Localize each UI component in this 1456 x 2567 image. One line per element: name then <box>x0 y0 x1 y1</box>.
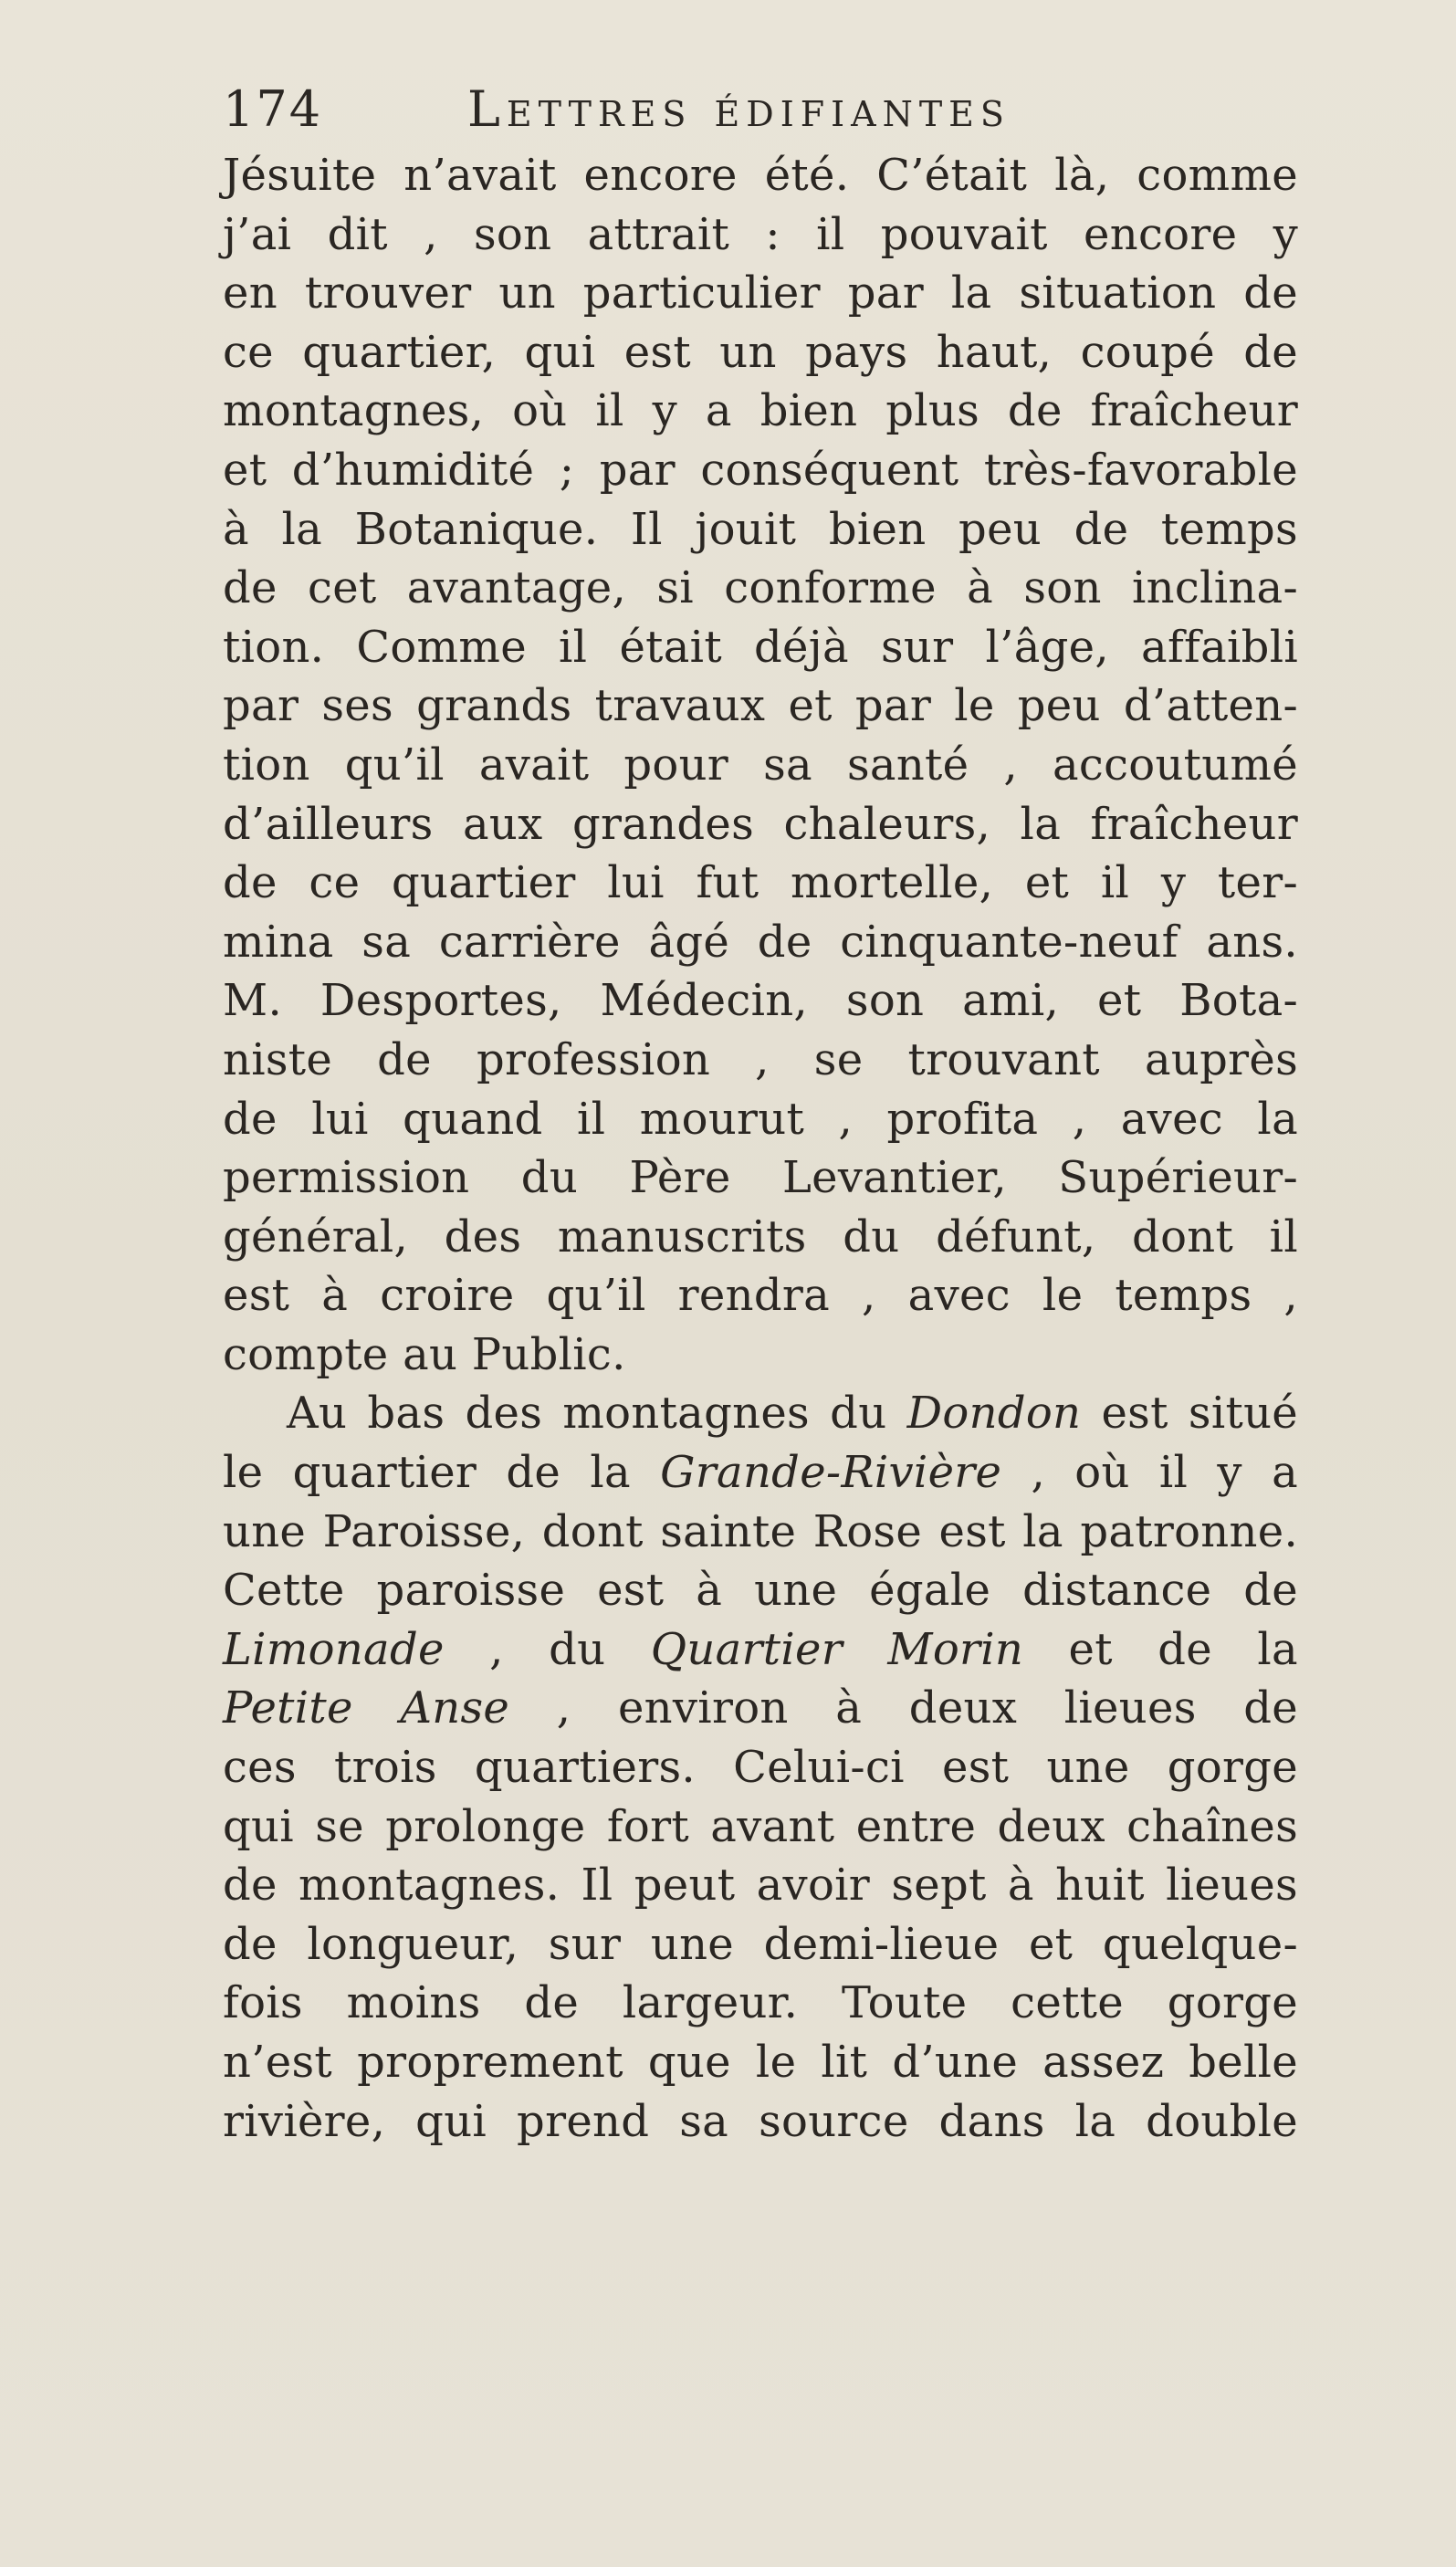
text-line <box>223 736 1298 795</box>
text-line <box>223 441 1298 500</box>
text-segment: compte au Public. <box>223 1328 626 1380</box>
text-segment: rivière, qui prend sa source dans la double <box>223 2095 1298 2147</box>
text-line-paragraph-start <box>223 1384 1298 1443</box>
text-segment: général, des manuscrits du défunt, dont il <box>223 1210 1298 1263</box>
text-line <box>223 618 1298 677</box>
text-segment: ces trois quartiers. Celui-ci est une gorge <box>223 1742 1298 1794</box>
text-segment: à la Botanique. Il jouit bien peu de temps <box>223 503 1298 555</box>
text-segment: fois moins de largeur. Toute cette gorge <box>223 1977 1298 2029</box>
text-line <box>223 1148 1298 1208</box>
text-line <box>223 913 1298 972</box>
running-title: Lettres édifiantes <box>467 80 1011 138</box>
text-segment: d’ailleurs aux grandes chaleurs, la fraîcheur <box>223 798 1298 850</box>
running-head <box>223 80 1300 144</box>
text-line <box>223 146 1298 205</box>
page-number: 174 <box>223 80 323 138</box>
text-segment: tion. Comme il était déjà sur l’âge, affaibli <box>223 621 1298 673</box>
text-segment: est à croire qu’il rendra , avec le temps , <box>223 1270 1298 1322</box>
text-segment: Cette paroisse est à une égale distance de <box>223 1565 1298 1617</box>
text-segment: n’est proprement que le lit d’une assez belle <box>223 2037 1298 2088</box>
text-segment: , où il y a <box>1001 1447 1298 1499</box>
text-segment: et d’humidité ; par conséquent très-favorable <box>223 444 1298 496</box>
text-segment: ce quartier, qui est un pays haut, coupé de <box>223 326 1298 378</box>
text-segment: Au bas des montagnes du <box>287 1388 907 1440</box>
text-line <box>223 1561 1298 1620</box>
text-segment: de montagnes. Il peut avoir sept à huit lieues <box>223 1860 1298 1912</box>
text-line <box>223 382 1298 441</box>
text-line <box>223 1031 1298 1090</box>
text-line <box>223 854 1298 913</box>
text-line <box>223 1974 1298 2033</box>
text-segment: est situé <box>1081 1388 1299 1440</box>
text-segment: en trouver un particulier par la situation de <box>223 267 1298 320</box>
text-segment: le quartier de la <box>223 1447 661 1499</box>
text-line <box>223 1266 1298 1325</box>
text-line <box>223 1090 1298 1149</box>
text-segment: M. Desportes, Médecin, son ami, et Bota- <box>223 975 1298 1027</box>
text-segment: mina sa carrière âgé de cinquante-neuf ans. <box>223 916 1298 968</box>
place-name: Petite Anse <box>223 1682 510 1734</box>
text-segment: niste de profession , se trouvant auprès <box>223 1033 1298 1085</box>
place-name: Quartier Morin <box>650 1623 1024 1675</box>
text-segment: qui se prolonge fort avant entre deux chaînes <box>223 1800 1298 1852</box>
text-segment: tion qu’il avait pour sa santé , accoutumé <box>223 739 1298 791</box>
text-segment: de ce quartier lui fut mortelle, et il y ter- <box>223 857 1298 909</box>
text-line <box>223 2033 1298 2092</box>
text-line <box>223 1620 1298 1680</box>
text-line <box>223 2092 1298 2152</box>
text-line <box>223 1503 1298 1562</box>
text-line <box>223 1443 1298 1503</box>
text-segment: et de la <box>1023 1623 1298 1675</box>
text-line <box>223 676 1298 736</box>
text-segment: j’ai dit , son attrait : il pouvait encore y <box>223 208 1298 260</box>
text-segment: une Paroisse, dont sainte Rose est la patronne. <box>223 1505 1298 1557</box>
text-segment: Jésuite n’avait encore été. C’était là, comme <box>223 150 1298 201</box>
text-segment: montagnes, où il y a bien plus de fraîcheur <box>223 385 1298 437</box>
text-line <box>223 205 1298 265</box>
text-segment: de longueur, sur une demi-lieue et quelque- <box>223 1918 1298 1970</box>
text-segment: permission du Père Levantier, Supérieur- <box>223 1152 1298 1204</box>
text-line <box>223 264 1298 323</box>
place-name: Grande-Rivière <box>660 1447 1002 1499</box>
text-line <box>223 1915 1298 1975</box>
text-line-paragraph-end <box>223 1325 1298 1385</box>
text-segment: , environ à deux lieues de <box>509 1682 1298 1734</box>
place-name: Dondon <box>906 1388 1082 1440</box>
text-segment: , du <box>444 1623 651 1675</box>
text-line <box>223 500 1298 560</box>
text-line <box>223 1856 1298 1915</box>
text-segment: par ses grands travaux et par le peu d’atten- <box>223 680 1298 732</box>
text-line <box>223 1679 1298 1738</box>
text-line <box>223 971 1298 1031</box>
text-line <box>223 1208 1298 1267</box>
text-line <box>223 323 1298 382</box>
body-text <box>223 146 1298 2151</box>
text-line <box>223 1797 1298 1857</box>
text-segment: de cet avantage, si conforme à son inclina- <box>223 562 1298 614</box>
place-name: Limonade <box>223 1623 445 1675</box>
text-segment: de lui quand il mourut , profita , avec la <box>223 1093 1298 1145</box>
text-line <box>223 795 1298 854</box>
text-line <box>223 1738 1298 1797</box>
text-line <box>223 559 1298 618</box>
